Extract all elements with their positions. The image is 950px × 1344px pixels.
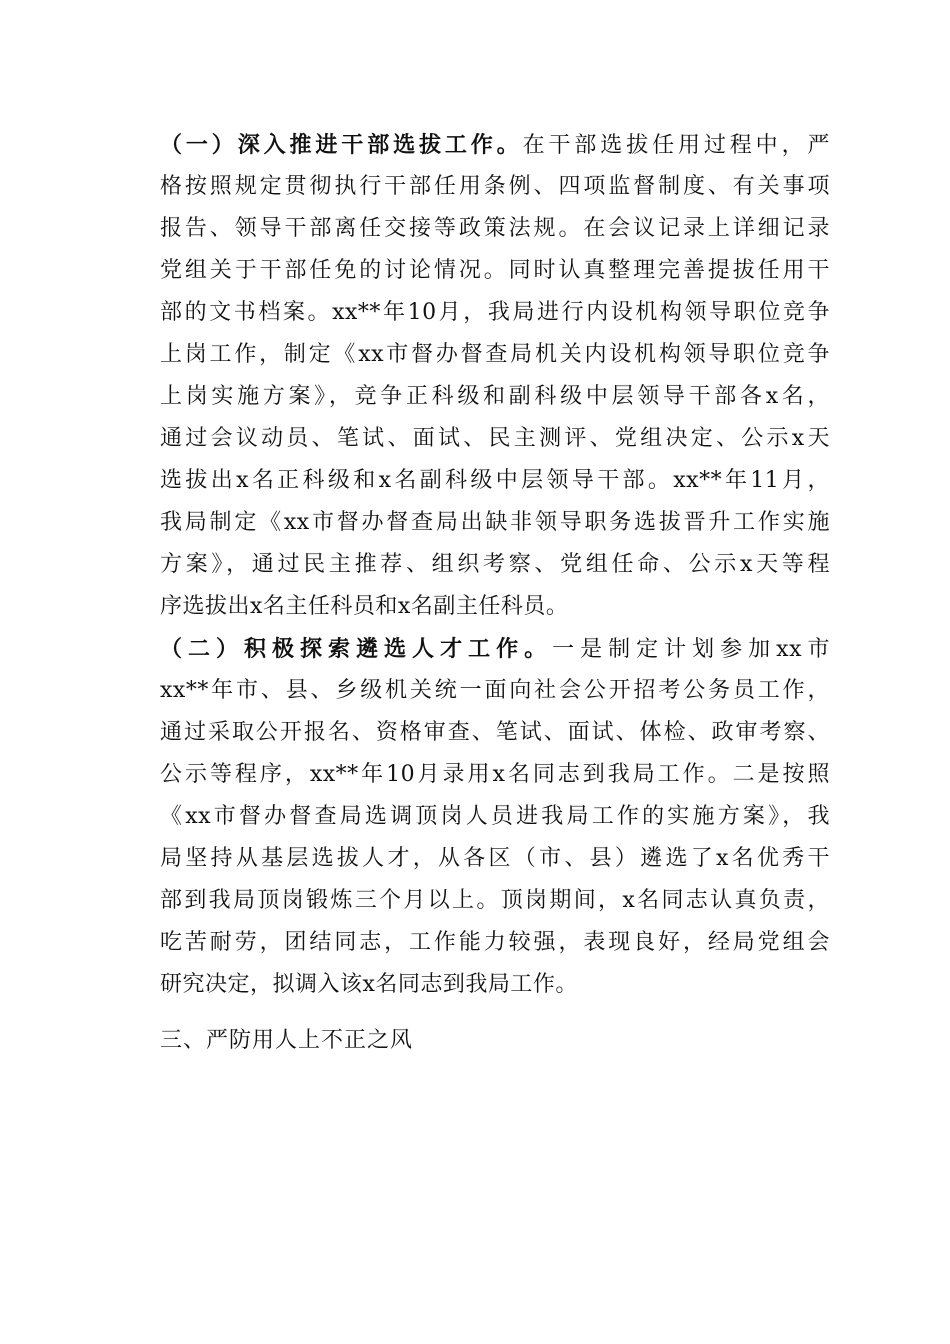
paragraph-line: 公示等程序，xx**年10月录用x名同志到我局工作。二是按照 [160,762,830,787]
paragraph-line: 《xx市督办督查局选调顶岗人员进我局工作的实施方案》，我 [160,804,830,829]
paragraph-text: 在干部选拔任用过程中，严 [522,133,830,158]
paragraph-line: 部的文书档案。xx**年10月，我局进行内设机构领导职位竞争 [160,300,830,325]
paragraph-line: 研究决定，拟调入该x名同志到我局工作。 [160,972,578,997]
paragraph-line: 方案》，通过民主推荐、组织考察、党组任命、公示x天等程 [160,552,830,577]
paragraph-line: 吃苦耐劳，团结同志，工作能力较强，表现良好，经局党组会 [160,930,830,955]
section-lead-title: （二）积极探索遴选人才工作。 [160,636,553,662]
paragraph-line: 选拔出x名正科级和x名副科级中层领导干部。xx**年11月， [160,468,830,493]
paragraph-line: 上岗实施方案》，竞争正科级和副科级中层领导干部各x名， [160,384,830,409]
paragraph-line [160,124,830,166]
paragraph-line: 局坚持从基层选拔人才，从各区（市、县）遴选了x名优秀干 [160,846,830,871]
paragraph-line: xx**年市、县、乡级机关统一面向社会公开招考公务员工作， [160,678,830,703]
paragraph-line: 序选拔出x名主任科员和x名副主任科员。 [160,594,569,619]
paragraph-line: 格按照规定贯彻执行干部任用条例、四项监督制度、有关事项 [160,174,830,199]
paragraph-text: 一是制定计划参加xx市 [552,637,830,662]
paragraph-line: 党组关于干部任免的讨论情况。同时认真整理完善提拔任用干 [160,258,830,283]
section-heading: 三、严防用人上不正之风 [160,1028,414,1053]
paragraph-line: 部到我局顶岗锻炼三个月以上。顶岗期间，x名同志认真负责， [160,888,830,913]
paragraph-line: 我局制定《xx市督办督查局出缺非领导职务选拔晋升工作实施 [160,510,830,535]
paragraph-line: 通过会议动员、笔试、面试、民主测评、党组决定、公示x天 [160,426,830,451]
paragraph-line: 通过采取公开报名、资格审查、笔试、面试、体检、政审考察、 [160,720,830,745]
paragraph-line: 报告、领导干部离任交接等政策法规。在会议记录上详细记录 [160,216,830,241]
paragraph-line: 上岗工作，制定《xx市督办督查局机关内设机构领导职位竞争 [160,342,830,367]
paragraph-line [160,628,830,670]
document-body [160,124,830,1064]
section-lead-title: （一）深入推进干部选拔工作。 [160,132,523,158]
